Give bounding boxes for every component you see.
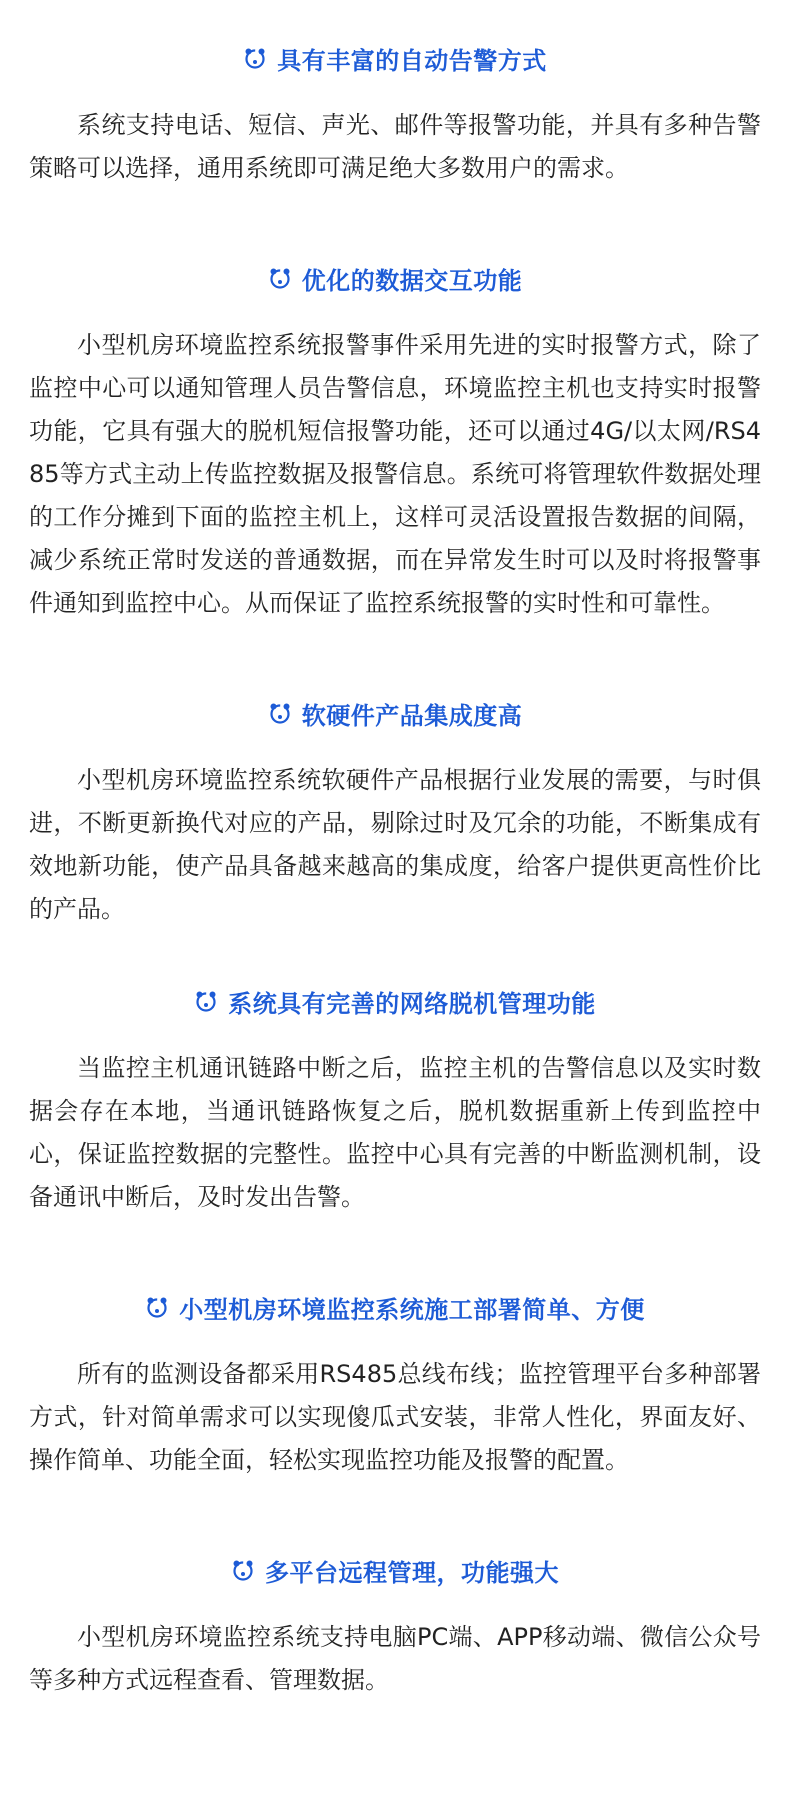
section-title: 具有丰富的自动告警方式 — [277, 46, 547, 75]
bear-icon — [268, 701, 292, 725]
section-body: 系统支持电话、短信、声光、邮件等报警功能，并具有多种告警策略可以选择，通用系统即可满足绝大多数用户的需求。 — [29, 111, 761, 182]
bear-icon — [268, 266, 292, 290]
feature-section — [29, 36, 761, 190]
section-body: 所有的监测设备都采用RS485总线布线；监控管理平台多种部署方式，针对简单需求可以实现傻瓜式安装，非常人性化，界面友好、操作简单、功能全面，轻松实现监控功能及报警的配置。 — [29, 1360, 761, 1474]
feature-section — [29, 691, 761, 931]
section-body: 小型机房环境监控系统报警事件采用先进的实时报警方式，除了监控中心可以通知管理人员告警信息，环境监控主机也支持实时报警功能，它具有强大的脱机短信报警功能，还可以通过4G/以太网/RS485等方式主动上传监控数据及报警信息。系统可将管理软件数据处理的工作分摊到下面的监控主机上，这样可灵活设置报告数据的间隔，减少系统正常时发送的普通数据，而在异常发生时可以及时将报警事件通知到监控中心。从而保证了监控系统报警的实时性和可靠性。 — [29, 331, 761, 617]
section-title: 多平台远程管理，功能强大 — [265, 1558, 559, 1587]
feature-section — [29, 979, 761, 1219]
bear-icon — [243, 46, 267, 70]
feature-section — [29, 1548, 761, 1702]
section-heading — [29, 36, 761, 80]
section-title: 优化的数据交互功能 — [301, 266, 523, 295]
section-title: 系统具有完善的网络脱机管理功能 — [228, 989, 596, 1018]
section-heading — [29, 1285, 761, 1329]
bear-icon — [145, 1295, 169, 1319]
bear-icon — [231, 1558, 255, 1582]
section-title: 软硬件产品集成度高 — [301, 701, 523, 730]
section-body: 小型机房环境监控系统支持电脑PC端、APP移动端、微信公众号等多种方式远程查看、管理数据。 — [29, 1623, 761, 1694]
bear-icon — [194, 989, 218, 1013]
section-body: 小型机房环境监控系统软硬件产品根据行业发展的需要，与时俱进，不断更新换代对应的产品，剔除过时及冗余的功能，不断集成有效地新功能，使产品具备越来越高的集成度，给客户提供更高性价比的产品。 — [29, 766, 761, 923]
section-heading — [29, 1548, 761, 1592]
section-title: 小型机房环境监控系统施工部署简单、方便 — [179, 1295, 645, 1324]
feature-section — [29, 256, 761, 625]
section-heading — [29, 979, 761, 1023]
section-heading — [29, 691, 761, 735]
feature-section — [29, 1285, 761, 1482]
section-body: 当监控主机通讯链路中断之后，监控主机的告警信息以及实时数据会存在本地，当通讯链路恢复之后，脱机数据重新上传到监控中心，保证监控数据的完整性。监控中心具有完善的中断监测机制，设备通讯中断后，及时发出告警。 — [29, 1054, 761, 1211]
section-heading — [29, 256, 761, 300]
